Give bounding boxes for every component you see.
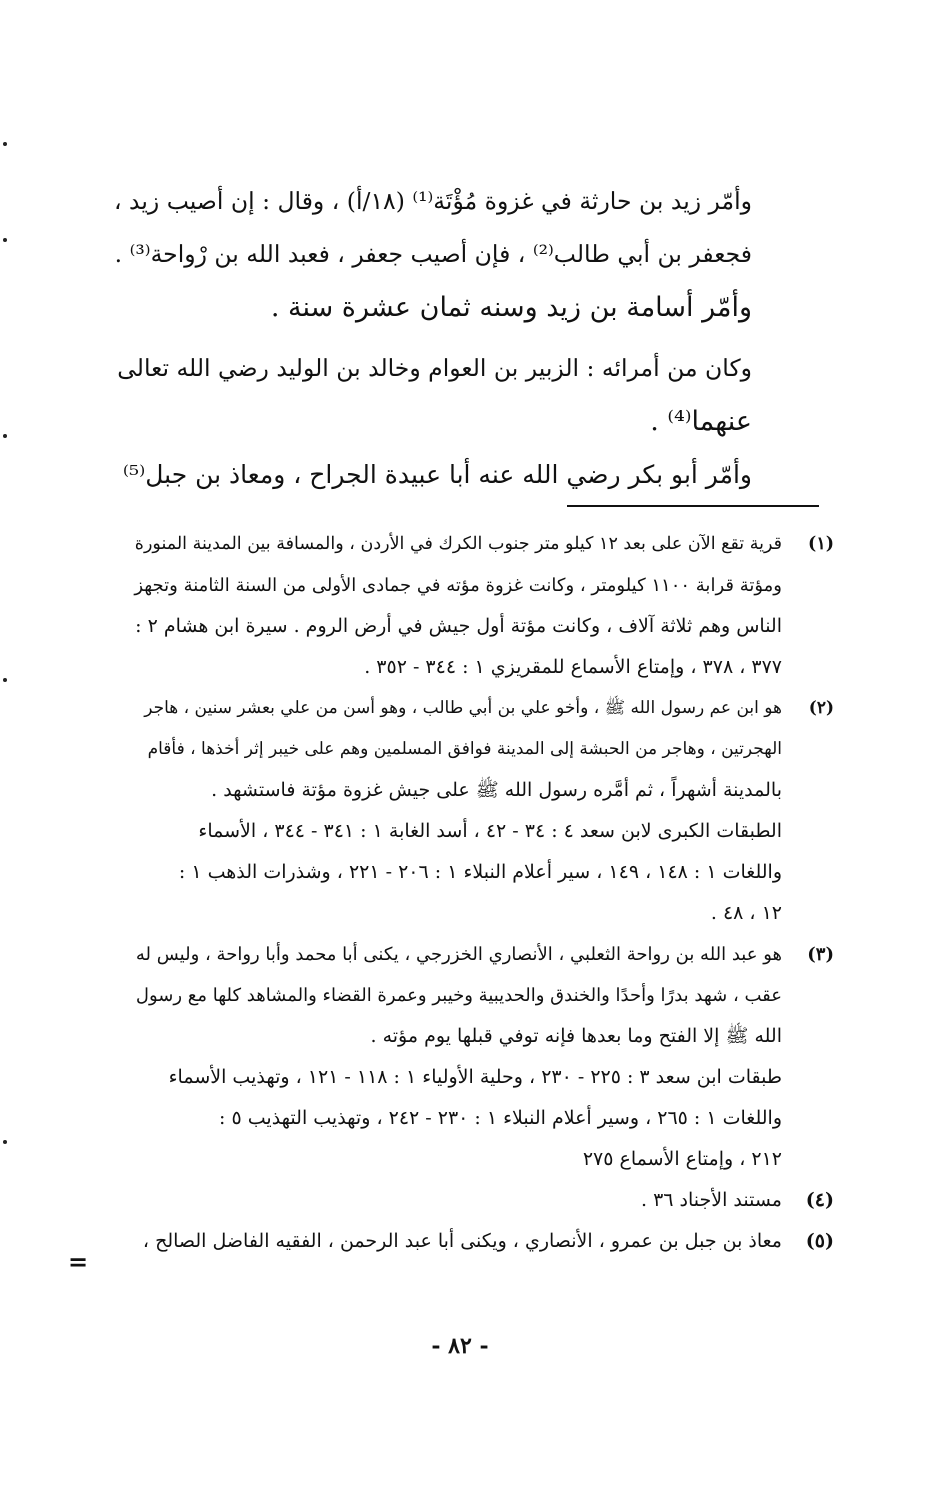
scan-speck — [3, 238, 7, 242]
footnote-line: واللغات ١ : ١٤٨ ، ١٤٩ ، سير أعلام النبلاء ١ : ٢٠٦ - ٢٢١ ، وشذرات الذهب ١ : — [178, 861, 782, 883]
footnote-line — [134, 1221, 834, 1262]
footnote-number: (٤) — [805, 1189, 834, 1211]
page-number: - ٨٢ - — [431, 1333, 489, 1359]
footnote-line: ١٢ ، ٤٨ . — [710, 902, 782, 924]
main-text-line: وأمّر أسامة بن زيد وسنه ثمان عشرة سنة . — [270, 292, 752, 323]
footnote-divider — [567, 505, 819, 507]
footnote-line: الله ﷺ إلا الفتح وما بعدها فإنه توفي قبلها يوم مؤته . — [370, 1025, 782, 1047]
footnote-number: (٢) — [808, 698, 834, 718]
scan-speck — [3, 434, 7, 438]
footnote-line — [134, 934, 834, 975]
footnote-text: مستند الأجناد ٣٦ . — [640, 1189, 782, 1211]
footnotes — [134, 524, 834, 1262]
footnote-text: هو عبد الله بن رواحة الثعلبي ، الأنصاري الخزرجي ، يكنى أبا محمد وأبا رواحة ، وليس له — [135, 944, 782, 965]
footnote-number: (١) — [808, 534, 834, 554]
footnote-line: ٣٧٧ ، ٣٧٨ ، وإمتاع الأسماع للمقريزي ١ : ٣٤٤ - ٣٥٢ . — [364, 656, 782, 678]
main-text — [112, 175, 752, 501]
footnote-line — [134, 1180, 834, 1221]
scan-speck — [3, 142, 7, 146]
scan-speck — [3, 678, 7, 682]
main-text-line: وأمّر زيد بن حارثة في غزوة مُؤْتَة⁽¹⁾ (١٨/أ) ، وقال : إن أصيب زيد ، — [113, 187, 752, 215]
main-text-line: وكان من أمرائه : الزبير بن العوام وخالد بن الوليد رضي الله تعالى — [117, 354, 752, 382]
footnote-line: طبقات ابن سعد ٣ : ٢٢٥ - ٢٣٠ ، وحلية الأولياء ١ : ١١٨ - ١٢١ ، وتهذيب الأسماء — [168, 1066, 782, 1088]
footnote-line: الناس وهم ثلاثة آلاف ، وكانت مؤتة أول جيش في أرض الروم . سيرة ابن هشام ٢ : — [135, 615, 782, 637]
footnote-line: الهجرتين ، وهاجر من الحبشة إلى المدينة فوافق المسلمين وهم على خيبر إثر أخذها ، فأقام — [147, 739, 782, 759]
main-text-line: وأمّر أبو بكر رضي الله عنه أبا عبيدة الجراح ، ومعاذ بن جبل⁽⁵⁾ — [122, 460, 752, 489]
continuation-mark: = — [68, 1247, 89, 1276]
scan-speck — [3, 1140, 7, 1144]
footnote-text: معاذ بن جبل بن عمرو ، الأنصاري ، ويكنى أبا عبد الرحمن ، الفقيه الفاضل الصالح ، — [142, 1230, 782, 1252]
paragraph-gap — [112, 334, 752, 342]
footnote-line — [134, 688, 834, 729]
footnote-number: (٥) — [805, 1230, 834, 1252]
main-text-line: فجعفر بن أبي طالب⁽²⁾ ، فإن أصيب جعفر ، فعبد الله بن رْواحة⁽³⁾ . — [114, 240, 752, 268]
footnote-line — [134, 524, 834, 565]
footnote-line: بالمدينة أشهراً ، ثم أمَّره رسول الله ﷺ على جيش غزوة مؤتة فاستشهد . — [211, 779, 782, 801]
footnote-line: ٢١٢ ، وإمتاع الأسماع ٢٧٥ — [582, 1148, 782, 1170]
footnote-line: الطبقات الكبرى لابن سعد ٤ : ٣٤ - ٤٢ ، أسد الغابة ١ : ٣٤١ - ٣٤٤ ، الأسماء — [198, 820, 782, 842]
footnote-line: عقب ، شهد بدرًا وأحدًا والخندق والحديبية وخيبر وعمرة القضاء والمشاهد كلها مع رسول — [135, 985, 782, 1006]
footnote-line: واللغات ١ : ٢٦٥ ، وسير أعلام النبلاء ١ : ٢٣٠ - ٢٤٢ ، وتهذيب التهذيب ٥ : — [219, 1107, 782, 1129]
footnote-line: ومؤتة قرابة ١١٠٠ كيلومتر ، وكانت غزوة مؤته في جمادى الأولى من السنة الثامنة وتجهز — [134, 575, 782, 596]
footnote-number: (٣) — [807, 944, 834, 965]
footnote-text: قرية تقع الآن على بعد ١٢ كيلو متر جنوب الكرك في الأردن ، والمسافة بين المدينة المنورة — [134, 534, 782, 554]
footnote-text: هو ابن عم رسول الله ﷺ ، وأخو علي بن أبي طالب ، وهو أسن من علي بعشر سنين ، هاجر — [144, 698, 782, 718]
main-text-line: عنهما⁽⁴⁾ . — [650, 406, 752, 437]
